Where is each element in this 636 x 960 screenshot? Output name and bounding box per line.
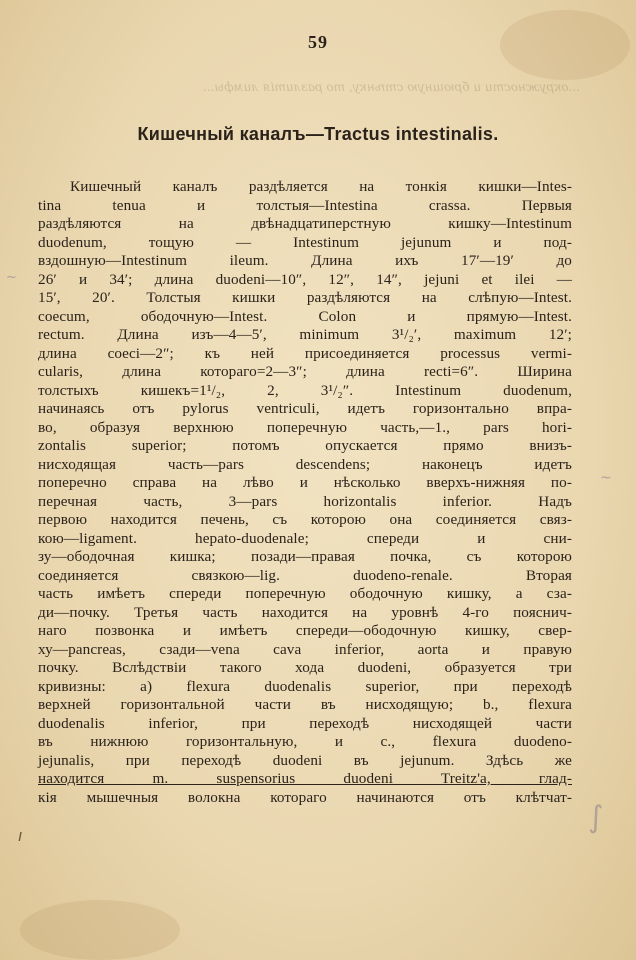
paper-stain [20,900,180,960]
text-line: перечная часть, 3—pars horizontalis inferior. Надъ [38,492,572,510]
text-line: начинаясь отъ pylorus ventriculi, идетъ горизонтально впра- [38,400,572,417]
text-line: кою—ligament. hepato-duodenale; спереди и сни- [38,529,572,547]
margin-pencil-mark: ı [18,826,23,845]
text-line: почку. Вслѣдствіи такого хода duodeni, образуется три [38,659,572,676]
body-paragraph [38,178,572,807]
margin-pencil-mark: ∫ [588,800,604,835]
margin-pencil-mark: ~ [600,470,612,486]
text-line: толстыхъ кишекъ=1¹/₂, 2, 3¹/₂″. Intestinum duodenum, [38,381,572,399]
text-line: rectum. Длина изъ—4—5′, minimum 3¹/₂′, maximum 12′; [38,326,572,343]
text-line: раздѣляются на двѣнадцатиперстную кишку—Intestinum [38,215,572,232]
text-line: въ нижнюю горизонтальную, и c., flexura duodeno- [38,733,572,750]
text-line: duodenalis inferior, при переходѣ нисходящей части [38,714,572,732]
bleed-through-text: ...окружности и брюшную стѣнку, то разлитія лимфы... [202,80,580,94]
text-line: наго позвонка и имѣетъ спереди—ободочную кишку, свер- [38,622,572,639]
text-line: кривизны: а) flexura duodenalis superior, при переходѣ [38,677,572,695]
text-line: первою находится печень, съ которою она соединяется связ- [38,511,572,528]
text-line-underlined: находится m. suspensorius duodeni Treitz'a, глад- [38,770,572,787]
text-line: зу—ободочная кишка; позади—правая почка, съ которою [38,548,572,565]
text-line: нисходящая часть—pars descendens; наконецъ идетъ [38,455,572,473]
margin-pencil-mark: ~ [6,270,17,285]
text-line: duodenum, тощую — Intestinum jejunum и под- [38,233,572,251]
text-line: cularis, длина котораго=2—3″; длина recti=6″. Ширина [38,363,572,380]
text-line: верхней горизонтальной части въ нисходящую; b., flexura [38,696,572,713]
text-line: Кишечный каналъ раздѣляется на тонкія кишки—Intes- [70,178,572,195]
chapter-title: Кишечный каналъ—Tractus intestinalis. [137,124,499,144]
text-line: 15′, 20′. Толстыя кишки раздѣляются на слѣпую—Intest. [38,289,572,306]
text-line: поперечно справа на лѣво и нѣсколько вверхъ-нижняя по- [38,474,572,491]
page-number: 59 [308,32,328,52]
text-line: вздошную—Intestinum ileum. Длина ихъ 17′—19′ до [38,252,572,269]
text-line: tina tenua и толстыя—Intestina crassa. Первыя [38,196,572,214]
text-line: соединяется связкою—lig. duodeno-renale. Вторая [38,566,572,584]
text-line: во, образуя верхнюю поперечную часть,—1., pars hori- [38,418,572,436]
text-line: jejunalis, при переходѣ duodeni въ jejunum. Здѣсь же [38,751,572,769]
text-line: кія мышечныя волокна котораго начинаются отъ клѣтчат- [38,788,572,806]
text-line: длина coeci—2″; къ ней присоединяется processus vermi- [38,344,572,362]
text-line: zontalis superior; потомъ опускается прямо внизъ- [38,437,572,454]
text-line: часть имѣетъ спереди поперечную ободочную кишку, а сза- [38,585,572,602]
text-line: 26′ и 34′; длина duodeni—10″, 12″, 14″, jejuni et ilei — [38,270,572,288]
text-line: ди—почку. Третья часть находится на уровнѣ 4-го пояснич- [38,603,572,621]
text-line: coecum, ободочную—Intest. Colon и прямую—Intest. [38,307,572,325]
text-line: ху—pancreas, сзади—vena cava inferior, aorta и правую [38,640,572,658]
